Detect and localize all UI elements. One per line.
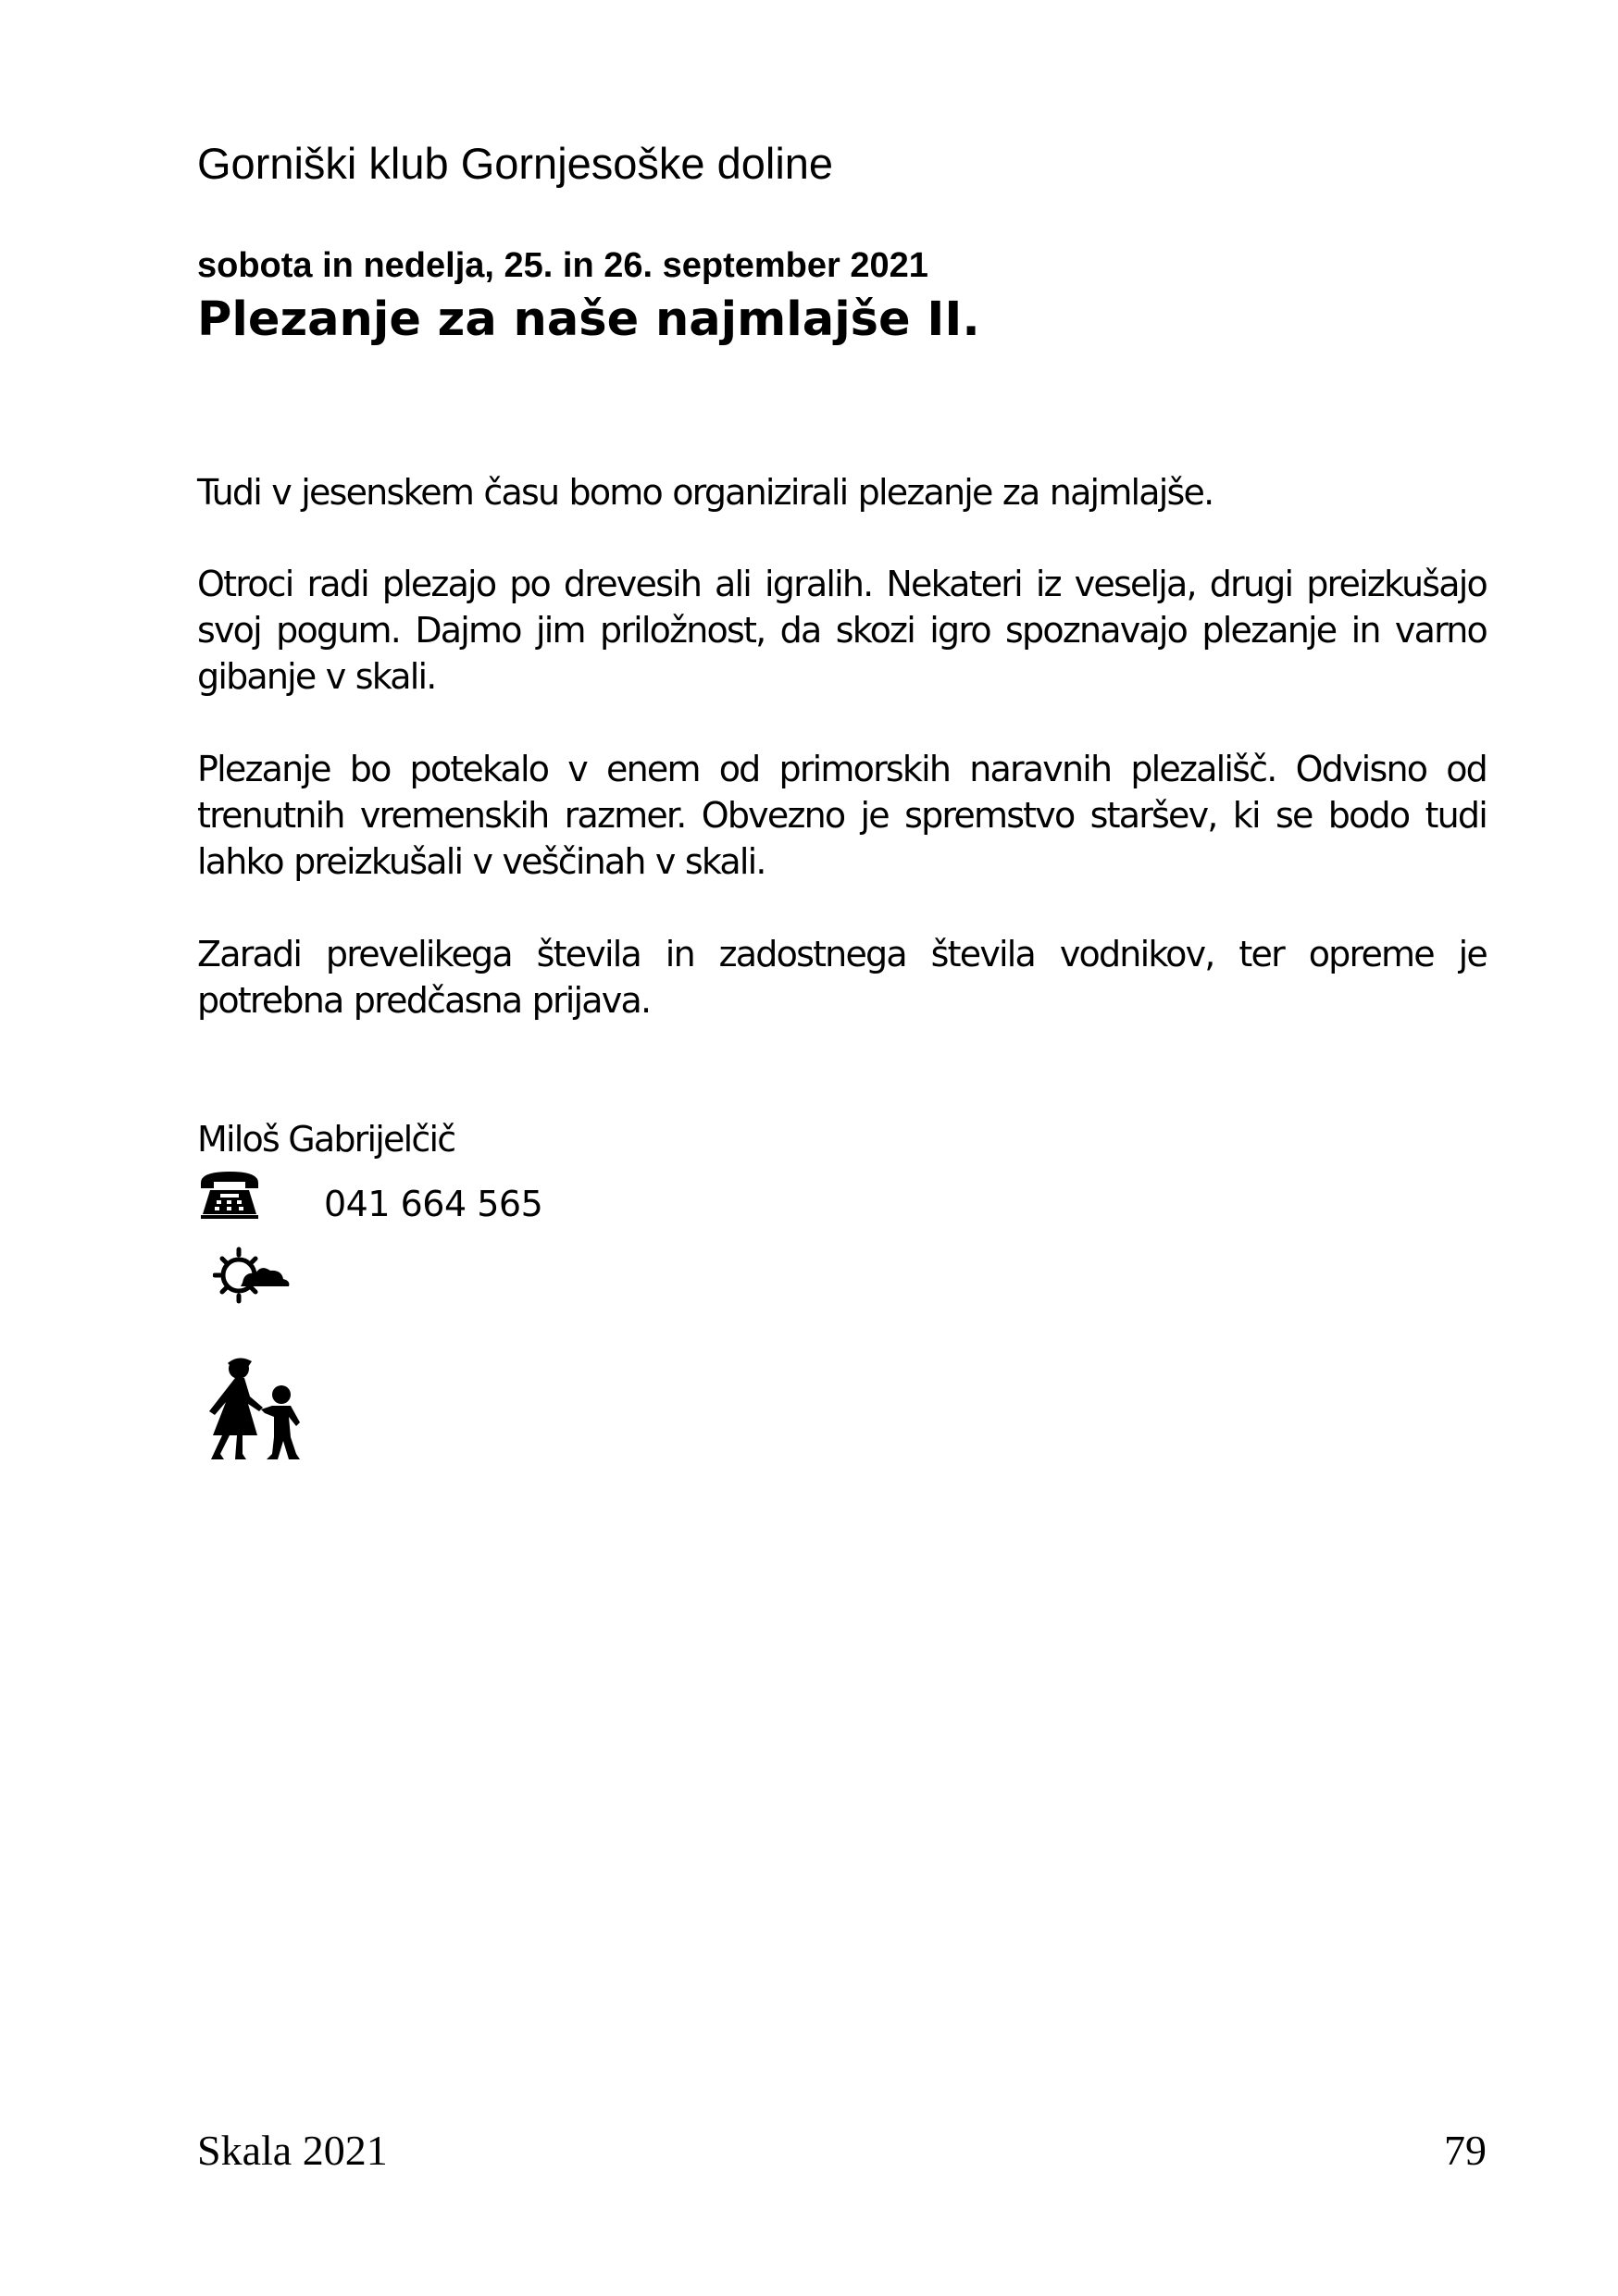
paragraph-intro: Tudi v jesenskem času bomo organizirali plezanje za najmlajše. [197, 472, 1214, 513]
event-date: sobota in nedelja, 25. in 26. september 2021 [197, 246, 928, 285]
page-number: 79 [1444, 2127, 1487, 2174]
family-icon [194, 1356, 310, 1463]
phone-icon [197, 1168, 262, 1220]
paragraph-children: Otroci radi plezajo po drevesih ali igralih. Nekateri iz veselja, drugi preizkušajo svoj pogum. Dajmo jim priložnost, da skozi igro spoznavajo plezanje in varno gibanje v skali. [197, 564, 1487, 697]
publication-name: Skala 2021 [197, 2127, 388, 2174]
paragraph-registration: Zaradi prevelikega števila in zadostnega števila vodnikov, ter opreme je potrebna predčasna prijava. [197, 934, 1487, 1021]
paragraph-location: Plezanje bo potekalo v enem od primorskih naravnih plezališč. Odvisno od trenutnih vremenskih razmer. Obvezno je spremstvo staršev, ki se bodo tudi lahko preizkušali v veščinah v skali. [197, 749, 1487, 882]
weather-icon [213, 1246, 291, 1305]
contact-name: Miloš Gabrijelčič [197, 1119, 455, 1160]
phone-number: 041 664 565 [324, 1184, 543, 1224]
club-name: Gorniški klub Gornjesoške doline [197, 139, 834, 188]
event-title: Plezanje za naše najmlajše II. [197, 292, 980, 347]
